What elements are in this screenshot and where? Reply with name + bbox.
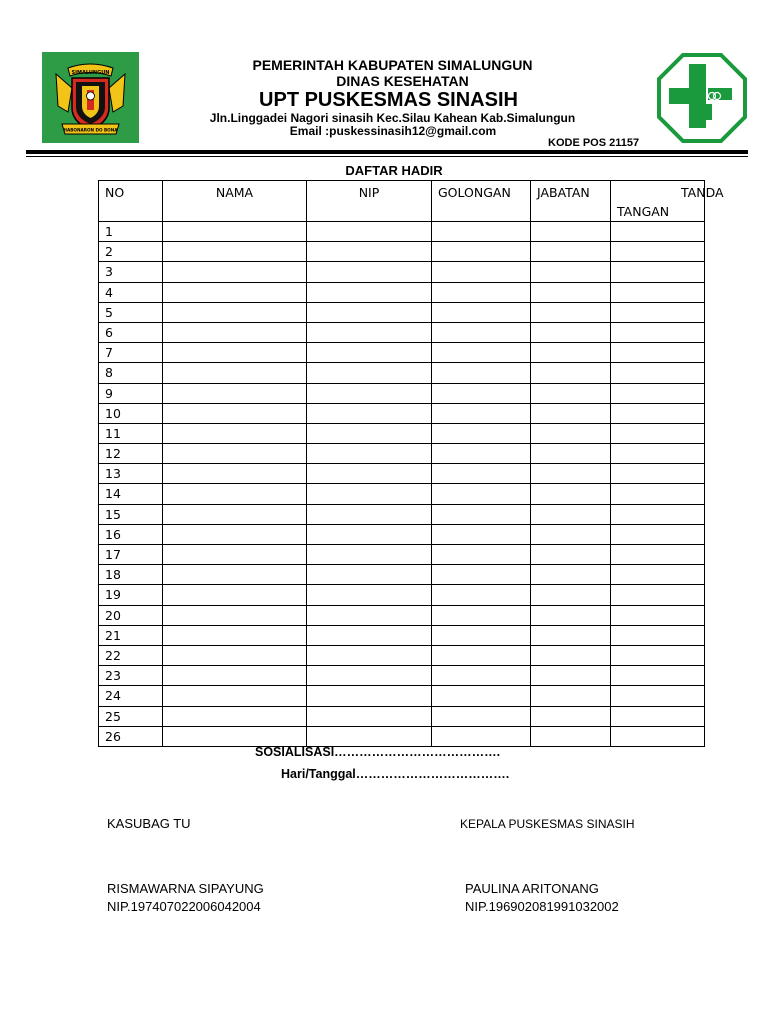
cell-jabatan xyxy=(531,322,611,342)
cell-golongan xyxy=(432,363,531,383)
cell-no: 17 xyxy=(99,545,163,565)
cell-no: 14 xyxy=(99,484,163,504)
cell-golongan xyxy=(432,302,531,322)
cell-nama xyxy=(163,565,307,585)
cell-jabatan xyxy=(531,726,611,746)
attendance-table xyxy=(98,180,724,747)
cell-golongan xyxy=(432,322,531,342)
table-row xyxy=(99,383,705,403)
cell-nama xyxy=(163,423,307,443)
cell-jabatan xyxy=(531,605,611,625)
cell-golongan xyxy=(432,262,531,282)
cell-golongan xyxy=(432,585,531,605)
cell-golongan xyxy=(432,545,531,565)
cell-nama xyxy=(163,504,307,524)
cell-jabatan xyxy=(531,242,611,262)
cell-nip xyxy=(307,322,432,342)
cell-golongan xyxy=(432,625,531,645)
cell-jabatan xyxy=(531,403,611,423)
cell-no: 11 xyxy=(99,423,163,443)
cell-no: 23 xyxy=(99,666,163,686)
cell-nama xyxy=(163,524,307,544)
cell-golongan xyxy=(432,383,531,403)
cell-no: 5 xyxy=(99,302,163,322)
cell-golongan xyxy=(432,464,531,484)
cell-tanda-tangan xyxy=(611,524,705,544)
cell-tanda-tangan xyxy=(611,444,705,464)
cell-jabatan xyxy=(531,645,611,665)
cell-no: 24 xyxy=(99,686,163,706)
cell-tanda-tangan xyxy=(611,504,705,524)
cell-nip xyxy=(307,545,432,565)
cell-nip xyxy=(307,464,432,484)
cell-no: 20 xyxy=(99,605,163,625)
cell-nip xyxy=(307,605,432,625)
cell-nama xyxy=(163,666,307,686)
cell-nip xyxy=(307,726,432,746)
cell-no: 10 xyxy=(99,403,163,423)
document-title: DAFTAR HADIR xyxy=(345,163,443,178)
table-row xyxy=(99,242,705,262)
cell-nip xyxy=(307,706,432,726)
table-row xyxy=(99,585,705,605)
hari-tanggal-line: Hari/Tanggal………………………………. xyxy=(281,767,510,781)
header-department-line: DINAS KESEHATAN xyxy=(336,73,469,89)
cell-tanda-tangan xyxy=(611,363,705,383)
right-signatory-role: KEPALA PUSKESMAS SINASIH xyxy=(460,817,635,831)
logo-banner-text: SIMALUNGUN xyxy=(71,70,110,76)
cell-nama xyxy=(163,605,307,625)
table-row xyxy=(99,726,705,746)
cell-tanda-tangan xyxy=(611,343,705,363)
table-row xyxy=(99,524,705,544)
cell-nama xyxy=(163,222,307,242)
header-email: Email :puskessinasih12@gmail.com xyxy=(289,124,497,138)
table-row xyxy=(99,222,705,242)
cell-tanda-tangan xyxy=(611,242,705,262)
cell-nama xyxy=(163,262,307,282)
left-signatory-name: RISMAWARNA SIPAYUNG xyxy=(107,881,264,896)
cell-nip xyxy=(307,222,432,242)
cell-nip xyxy=(307,666,432,686)
cell-tanda-tangan xyxy=(611,262,705,282)
cell-jabatan xyxy=(531,524,611,544)
cell-jabatan xyxy=(531,686,611,706)
cell-tanda-tangan xyxy=(611,302,705,322)
cell-golongan xyxy=(432,423,531,443)
cell-jabatan xyxy=(531,343,611,363)
cell-nip xyxy=(307,625,432,645)
cell-nip xyxy=(307,686,432,706)
cell-nama xyxy=(163,464,307,484)
cell-no: 7 xyxy=(99,343,163,363)
cell-nip xyxy=(307,282,432,302)
cell-golongan xyxy=(432,565,531,585)
cell-golongan xyxy=(432,726,531,746)
right-signatory-name: PAULINA ARITONANG xyxy=(465,881,599,896)
cell-jabatan xyxy=(531,444,611,464)
cell-golongan xyxy=(432,242,531,262)
cell-tanda-tangan xyxy=(611,585,705,605)
cell-no: 13 xyxy=(99,464,163,484)
table-row xyxy=(99,545,705,565)
cell-no: 12 xyxy=(99,444,163,464)
table-row xyxy=(99,444,705,464)
cell-tanda-tangan xyxy=(611,605,705,625)
cell-nama xyxy=(163,625,307,645)
cell-tanda-tangan xyxy=(611,464,705,484)
table-row xyxy=(99,403,705,423)
table-row xyxy=(99,322,705,342)
cell-golongan xyxy=(432,645,531,665)
cell-tanda-tangan xyxy=(611,403,705,423)
cell-jabatan xyxy=(531,282,611,302)
header-rule-thin xyxy=(26,156,748,157)
table-row xyxy=(99,605,705,625)
logo-motto-text: HABONARON DO BONA xyxy=(63,127,118,133)
cell-nip xyxy=(307,302,432,322)
cell-jabatan xyxy=(531,565,611,585)
cell-no: 9 xyxy=(99,383,163,403)
left-signatory-nip: NIP.197407022006042004 xyxy=(107,899,261,914)
table-row xyxy=(99,363,705,383)
cell-nip xyxy=(307,444,432,464)
header-jabatan: JABATAN xyxy=(531,181,611,222)
cell-no: 3 xyxy=(99,262,163,282)
cell-nama xyxy=(163,706,307,726)
right-signatory-nip: NIP.196902081991032002 xyxy=(465,899,619,914)
cell-jabatan xyxy=(531,262,611,282)
cell-tanda-tangan xyxy=(611,726,705,746)
cell-golongan xyxy=(432,222,531,242)
cell-jabatan xyxy=(531,625,611,645)
cell-nama xyxy=(163,484,307,504)
left-signatory-role: KASUBAG TU xyxy=(107,816,191,831)
cell-jabatan xyxy=(531,706,611,726)
cell-golongan xyxy=(432,282,531,302)
table-row xyxy=(99,504,705,524)
cell-tanda-tangan xyxy=(611,282,705,302)
cell-nama xyxy=(163,545,307,565)
cell-no: 4 xyxy=(99,282,163,302)
cell-golongan xyxy=(432,706,531,726)
cell-no: 25 xyxy=(99,706,163,726)
cell-nip xyxy=(307,403,432,423)
cell-nip xyxy=(307,363,432,383)
cell-nama xyxy=(163,282,307,302)
cell-jabatan xyxy=(531,302,611,322)
table-row xyxy=(99,686,705,706)
cell-golongan xyxy=(432,686,531,706)
cell-tanda-tangan xyxy=(611,645,705,665)
cell-tanda-tangan xyxy=(611,484,705,504)
header-government-line: PEMERINTAH KABUPATEN SIMALUNGUN xyxy=(252,57,533,73)
cell-tanda-tangan xyxy=(611,706,705,726)
header-tanda-tangan xyxy=(611,181,724,222)
cell-no: 1 xyxy=(99,222,163,242)
cell-no: 16 xyxy=(99,524,163,544)
cell-nama xyxy=(163,645,307,665)
table-row xyxy=(99,464,705,484)
cell-nip xyxy=(307,524,432,544)
cell-no: 21 xyxy=(99,625,163,645)
table-row xyxy=(99,484,705,504)
header-no: NO xyxy=(99,181,163,222)
header-rule-thick xyxy=(26,150,748,154)
table-row xyxy=(99,645,705,665)
cell-nama xyxy=(163,302,307,322)
cell-nama xyxy=(163,322,307,342)
cell-tanda-tangan xyxy=(611,423,705,443)
cell-no: 19 xyxy=(99,585,163,605)
table-row xyxy=(99,423,705,443)
cell-nip xyxy=(307,585,432,605)
cell-tanda-tangan xyxy=(611,666,705,686)
table-row xyxy=(99,302,705,322)
cell-golongan xyxy=(432,343,531,363)
cell-tanda-tangan xyxy=(611,383,705,403)
cell-nama xyxy=(163,403,307,423)
table-row xyxy=(99,282,705,302)
header-nama: NAMA xyxy=(163,181,307,222)
cell-nama xyxy=(163,585,307,605)
table-header-row xyxy=(99,181,705,222)
header-tanda: TANDA xyxy=(681,185,724,200)
header-golongan: GOLONGAN xyxy=(432,181,531,222)
cell-nip xyxy=(307,504,432,524)
cell-golongan xyxy=(432,403,531,423)
cell-no: 8 xyxy=(99,363,163,383)
cell-no: 6 xyxy=(99,322,163,342)
cell-nip xyxy=(307,383,432,403)
cell-tanda-tangan xyxy=(611,565,705,585)
table-row xyxy=(99,262,705,282)
cell-tanda-tangan xyxy=(611,322,705,342)
cell-tanda-tangan xyxy=(611,625,705,645)
cell-jabatan xyxy=(531,545,611,565)
header-institution-name: UPT PUSKESMAS SINASIH xyxy=(259,89,518,111)
cell-no: 22 xyxy=(99,645,163,665)
cell-nama xyxy=(163,444,307,464)
cell-tanda-tangan xyxy=(611,545,705,565)
cell-jabatan xyxy=(531,666,611,686)
header-tangan: TANGAN xyxy=(617,204,670,219)
table-row xyxy=(99,666,705,686)
table-row xyxy=(99,343,705,363)
cell-nip xyxy=(307,565,432,585)
cell-nama xyxy=(163,726,307,746)
cell-golongan xyxy=(432,605,531,625)
table-row xyxy=(99,625,705,645)
table-row xyxy=(99,565,705,585)
cell-nama xyxy=(163,343,307,363)
sosialisasi-line: SOSIALISASI…………………………………. xyxy=(255,745,501,759)
cell-golongan xyxy=(432,484,531,504)
cell-nama xyxy=(163,383,307,403)
cell-nip xyxy=(307,645,432,665)
cell-golongan xyxy=(432,524,531,544)
cell-nip xyxy=(307,262,432,282)
cell-jabatan xyxy=(531,585,611,605)
cell-no: 18 xyxy=(99,565,163,585)
cell-golongan xyxy=(432,666,531,686)
cell-nip xyxy=(307,242,432,262)
cell-tanda-tangan xyxy=(611,686,705,706)
table-row xyxy=(99,706,705,726)
header-postal-code: KODE POS 21157 xyxy=(548,137,640,149)
header-nip: NIP xyxy=(307,181,432,222)
cell-nama xyxy=(163,686,307,706)
cell-no: 2 xyxy=(99,242,163,262)
cell-jabatan xyxy=(531,484,611,504)
cell-nama xyxy=(163,363,307,383)
cell-jabatan xyxy=(531,504,611,524)
header-address: Jln.Linggadei Nagori sinasih Kec.Silau Kahean Kab.Simalungun xyxy=(209,111,576,125)
cell-golongan xyxy=(432,444,531,464)
cell-no: 15 xyxy=(99,504,163,524)
cell-no: 26 xyxy=(99,726,163,746)
cell-jabatan xyxy=(531,363,611,383)
cell-jabatan xyxy=(531,423,611,443)
cell-nip xyxy=(307,484,432,504)
cell-nip xyxy=(307,423,432,443)
cell-jabatan xyxy=(531,222,611,242)
cell-golongan xyxy=(432,504,531,524)
cell-tanda-tangan xyxy=(611,222,705,242)
cell-jabatan xyxy=(531,464,611,484)
cell-jabatan xyxy=(531,383,611,403)
cell-nama xyxy=(163,242,307,262)
cell-nip xyxy=(307,343,432,363)
